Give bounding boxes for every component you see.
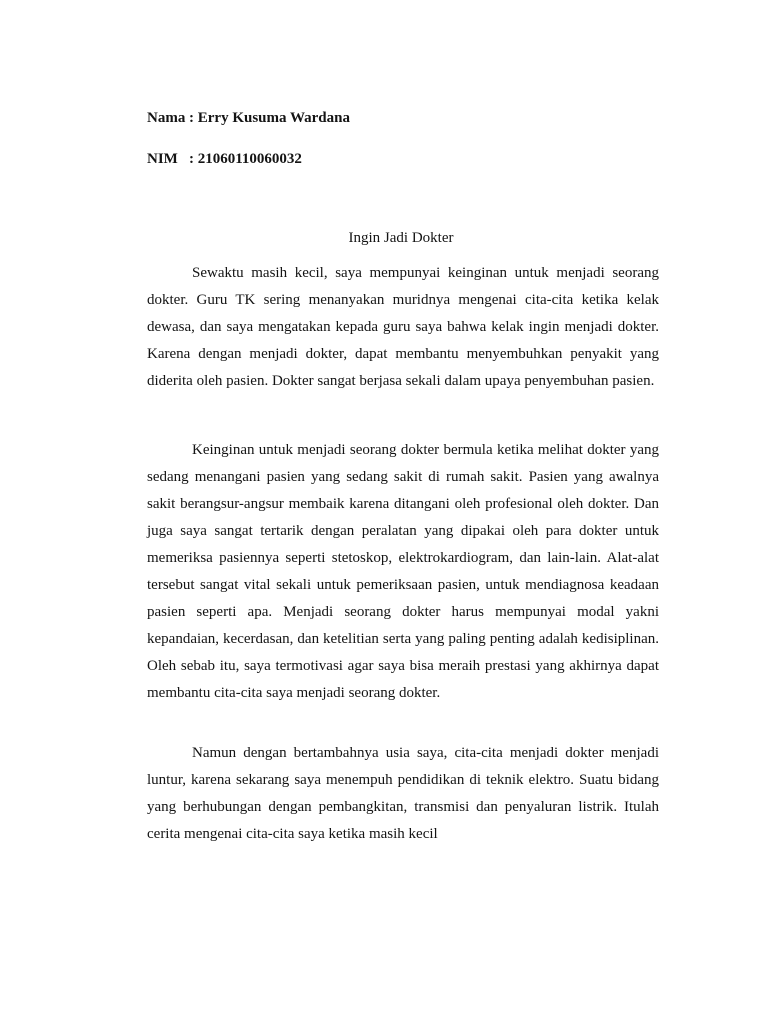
- document-title: Ingin Jadi Dokter: [348, 230, 454, 246]
- paragraph-3: [147, 740, 659, 848]
- paragraph-2: [147, 437, 659, 707]
- student-id-label: NIM: [147, 151, 178, 167]
- name-label: Nama: [147, 110, 186, 126]
- paragraph-text: Sewaktu masih kecil, saya mempunyai keinginan untuk menjadi seorang dokter. Guru TK sering menanyakan muridnya mengenai cita-cita ketika kelak dewasa, dan saya mengatakan kepada guru saya bahwa kelak ingin menjadi dokter. Karena dengan menjadi dokter, dapat membantu menyembuhkan penyakit yang diderita oleh pasien. Dokter sangat berjasa sekali dalam upaya penyembuhan pasien.: [147, 265, 659, 389]
- name-value: : Erry Kusuma Wardana: [189, 110, 350, 126]
- student-id-line: [147, 149, 302, 169]
- paragraph-text: Keinginan untuk menjadi seorang dokter bermula ketika melihat dokter yang sedang menangani pasien yang sedang sakit di rumah sakit. Pasien yang awalnya sakit berangsur-angsur membaik karena ditangani oleh profesional oleh dokter. Dan juga saya sangat tertarik dengan peralatan yang dipakai oleh para dokter untuk memeriksa pasiennya seperti stetoskop, elektrokardiogram, dan lain-lain. Alat-alat tersebut sangat vital sekali untuk pemeriksaan pasien, untuk mendiagnosa keadaan pasien seperti apa. Menjadi seorang dokter harus mempunyai modal yakni kepandaian, kecerdasan, dan ketelitian serta yang paling penting adalah kedisiplinan. Oleh sebab itu, saya termotivasi agar saya bisa meraih prestasi yang akhirnya dapat membantu cita-cita saya menjadi seorang dokter.: [147, 442, 659, 701]
- name-line: [147, 108, 350, 128]
- student-id-value: : 21060110060032: [189, 151, 302, 167]
- paragraph-text: Namun dengan bertambahnya usia saya, cita-cita menjadi dokter menjadi luntur, karena sekarang saya menempuh pendidikan di teknik elektro. Suatu bidang yang berhubungan dengan pembangkitan, transmisi dan penyaluran listrik. Itulah cerita mengenai cita-cita saya ketika masih kecil: [147, 745, 659, 842]
- paragraph-1: [147, 260, 659, 395]
